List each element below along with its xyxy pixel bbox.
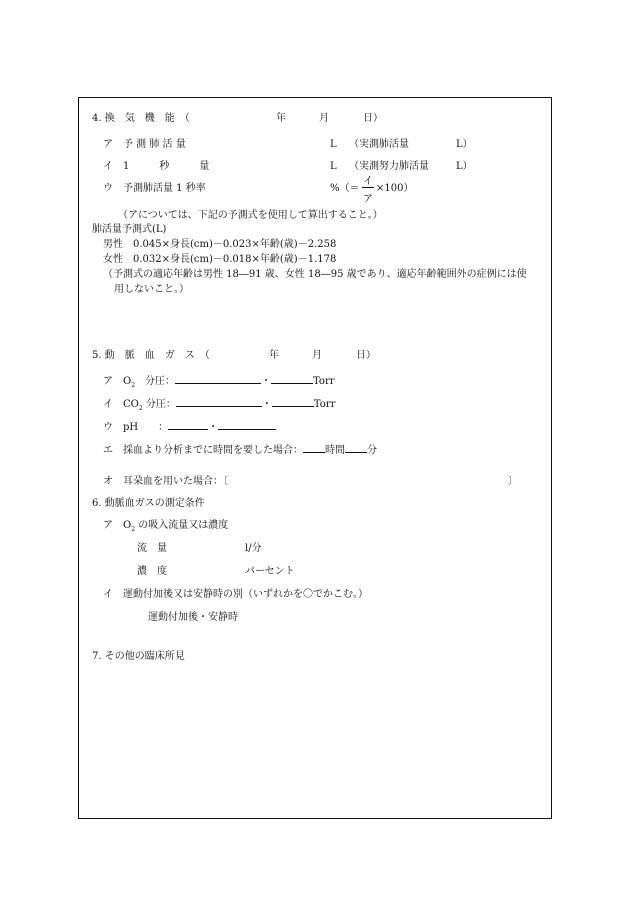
pao2-prefix: ア O	[103, 376, 132, 387]
paco2-integer-blank[interactable]	[176, 396, 262, 407]
formula-denominator: ア	[363, 194, 373, 205]
pao2-integer-blank[interactable]	[175, 373, 261, 384]
minutes-label: 分	[367, 445, 377, 456]
concentration-unit: パーセント	[245, 566, 295, 577]
delay-hours-blank[interactable]	[303, 442, 325, 453]
paco2-dot: ・	[261, 399, 272, 410]
ph-integer-blank[interactable]	[168, 419, 208, 430]
measured-vc-label: （実測肺活量	[349, 139, 409, 150]
analysis-delay-row	[103, 442, 377, 457]
concentration-label: 濃 度	[137, 566, 167, 577]
flow-label: 流 量	[137, 543, 167, 554]
o2-inhalation-row	[103, 520, 228, 533]
pao2-dot: ・	[261, 376, 272, 387]
o2-prefix: ア O	[103, 520, 132, 531]
paco2-subscript: 2	[138, 405, 143, 412]
section4-day-label: 日）	[363, 113, 383, 124]
fraction-line	[362, 187, 374, 188]
section7-heading: 7. その他の臨床所見	[92, 651, 185, 662]
pao2-label: 分圧：	[135, 376, 176, 387]
o2-subscript: 2	[131, 526, 136, 533]
formula-prefix: %（＝	[330, 183, 360, 194]
predicted-vc-label: ア 予 測 肺 活 量	[103, 139, 186, 150]
age-range-note-line2: 用しないこと。）	[114, 284, 189, 295]
formula-numerator: イ	[363, 176, 373, 187]
ph-label: ウ pH ：	[103, 422, 169, 433]
prediction-note: （アについては、下記の予測式を使用して算出すること。）	[118, 210, 383, 221]
earlobe-blood-label: オ 耳朶血を用いた場合：〔	[103, 476, 228, 487]
section5-year-label: 年	[269, 350, 279, 361]
o2-inhalation-label: の吸入流量又は濃度	[135, 520, 229, 531]
analysis-delay-label: エ 採血より分析までに時間を要した場合：	[103, 445, 303, 456]
paco2-decimal-blank[interactable]	[272, 396, 314, 407]
section5-heading: 5. 動 脈 血 ガ ス （	[92, 350, 210, 361]
section4-month-label: 月	[319, 113, 329, 124]
earlobe-blood-close: 〕	[508, 476, 518, 487]
paco2-unit: Torr	[313, 399, 336, 410]
exercise-rest-label: イ 運動付加後又は安静時の別（いずれかを〇でかこむ。）	[103, 589, 368, 600]
pao2-unit: Torr	[313, 376, 335, 387]
section5-month-label: 月	[312, 350, 322, 361]
fev1-label: イ 1 秒 量	[103, 161, 210, 172]
measured-vc-unit: L）	[456, 139, 473, 150]
predicted-vc-unit: L	[330, 139, 337, 150]
hours-label: 時間	[325, 445, 345, 456]
ph-dot: ・	[208, 422, 219, 433]
pao2-subscript: 2	[131, 382, 136, 389]
pao2-decimal-blank[interactable]	[271, 373, 313, 384]
section4-heading: 4. 換 気 機 能 （	[92, 113, 190, 124]
age-range-note-line1: （予測式の適応年齢は男性 18―91 歳、女性 18―95 歳であり、適応年齢範囲外の症例には使	[103, 269, 527, 280]
fev1-ratio-label: ウ 予測肺活量 1 秒率	[103, 183, 206, 194]
measured-fvc-label: （実測努力肺活量	[349, 161, 429, 172]
flow-unit: l/分	[245, 543, 262, 554]
section4-year-label: 年	[276, 113, 286, 124]
pao2-row	[103, 373, 335, 389]
paco2-label: 分圧：	[142, 399, 176, 410]
female-formula: 女性 0.032×身長(cm)－0.018×年齢(歳)－1.178	[103, 254, 337, 265]
formula-suffix: ×100）	[376, 183, 414, 194]
section6-heading: 6. 動脈血ガスの測定条件	[92, 498, 205, 509]
male-formula: 男性 0.045×身長(cm)－0.023×年齢(歳)－2.258	[103, 239, 337, 250]
measured-fvc-unit: L）	[456, 161, 473, 172]
delay-minutes-blank[interactable]	[345, 442, 367, 453]
section5-day-label: 日）	[356, 350, 376, 361]
paco2-row	[103, 396, 335, 412]
fev1-unit: L	[330, 161, 337, 172]
prediction-formula-title: 肺活量予測式(L)	[92, 224, 167, 235]
ph-decimal-blank[interactable]	[218, 419, 276, 430]
form-frame	[78, 97, 552, 819]
ph-row	[103, 419, 276, 434]
paco2-prefix: イ CO	[103, 399, 139, 410]
exercise-rest-choice[interactable]: 運動付加後・安静時	[148, 612, 238, 623]
